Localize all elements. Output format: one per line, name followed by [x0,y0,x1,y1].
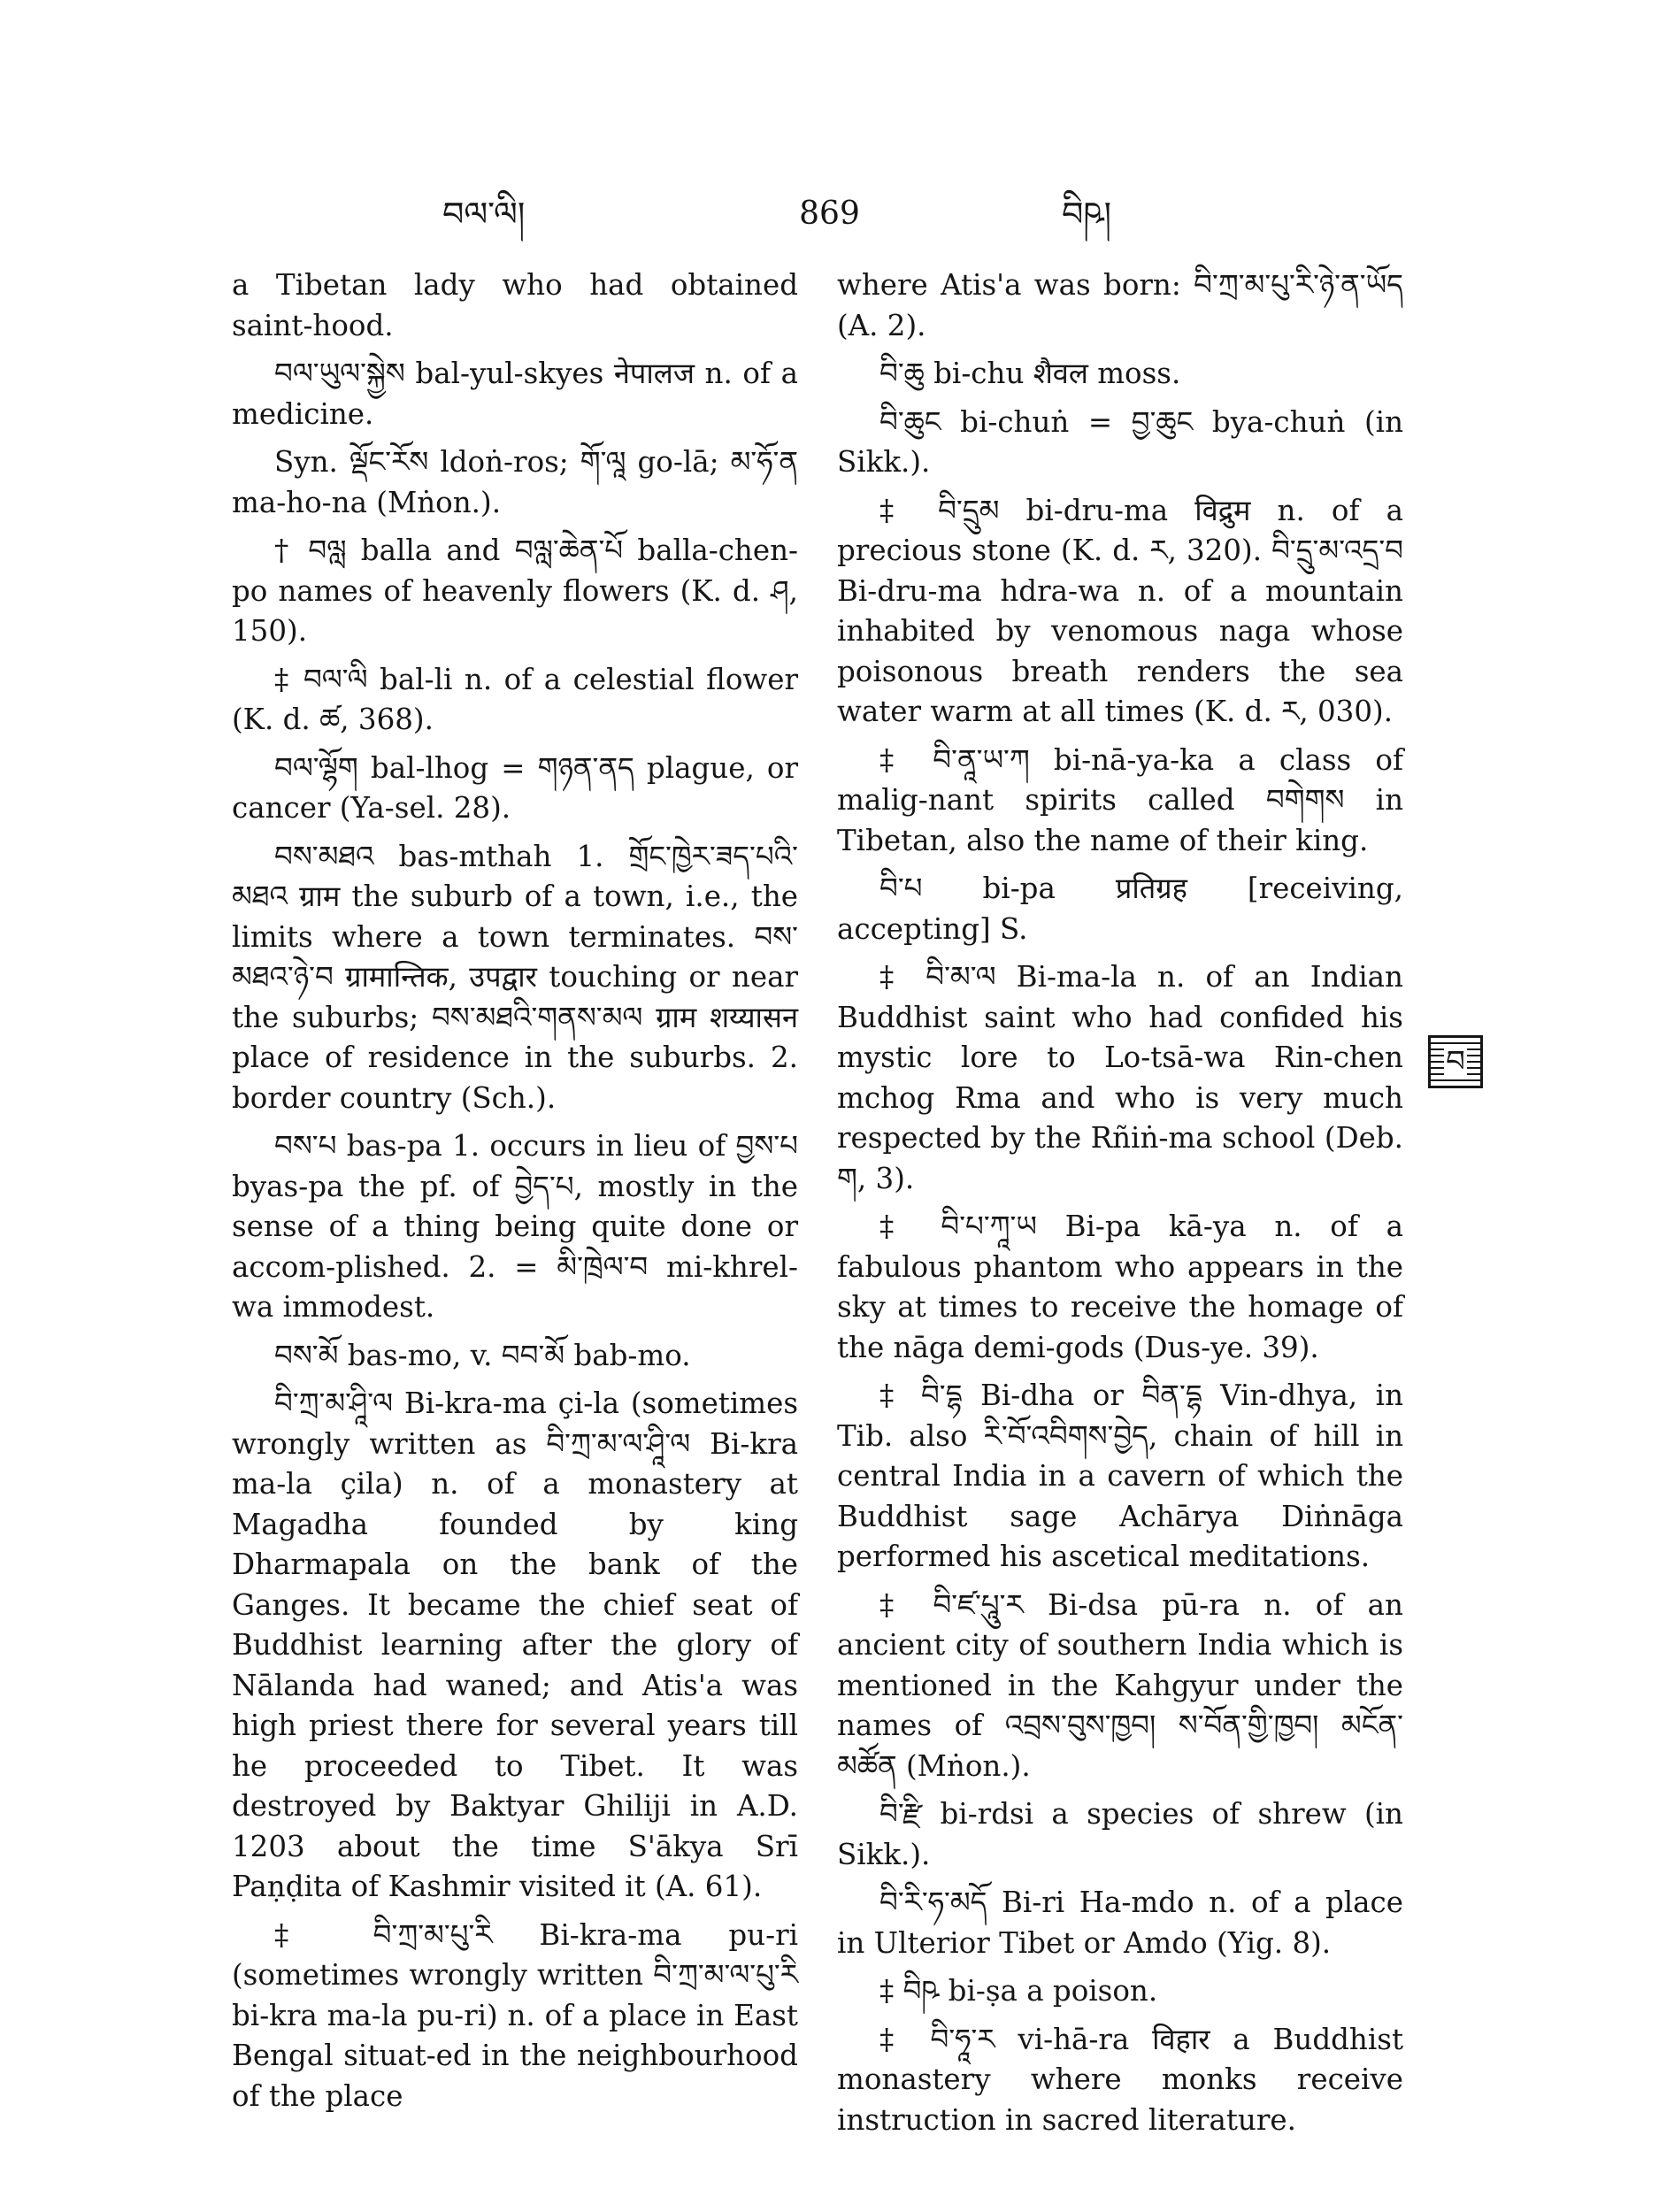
dictionary-entry: བི་ཆུ bi-chu शैवल moss. [879,357,1181,390]
dictionary-entry: བི་ཀྲ་མ་ཤཱི་ལ Bi-kra-ma çi-la (sometimes wrongly written as བི་ཀྲ་མ་ལ་ཤཱི་ལ Bi-kra ma-la çila) n. of a monastery at Magadha founded by king Dharmapala on the bank of the Ganges. It became the chief seat of Buddhist learning after the glory of Nālanda had waned; and Atis'a was high priest there for several years till he proceeded to Tibet. It was destroyed by Baktyar Ghiliji in A.D. 1203 about the time S'ākya Srī Paṇḍita of Kashmir visited it (A. 61). [232,1386,798,1903]
dictionary-entry: ‡ བི་མ་ལ Bi-ma-la n. of an Indian Buddhist saint who had confided his mystic lore to Lo-tsā-wa Rin-chen mchog Rma and who is very much respected by the Rñiṅ-ma school (Deb. ག, 3). [837,960,1403,1195]
dictionary-entry: ‡ བལ་ལི bal-li n. of a celestial flower (K. d. ཚ, 368). [232,662,798,736]
dictionary-entry: བལ་ཡུལ་སྐྱེས bal-yul-skyes नेपालज n. of a medicine. [232,357,798,431]
dictionary-entry: བི་རི་ཧ་མདོ Bi-ri Ha-mdo n. of a place in Ulterior Tibet or Amdo (Yig. 8). [837,1886,1403,1960]
running-head-left: བལ་ལི། [442,195,526,234]
right-column [837,265,1403,2148]
dictionary-entry: བལ་ལྷོག bal-lhog = གཉན་ནད plague, or cancer (Ya-sel. 28). [232,750,798,825]
dictionary-entry: བས་མཐའ bas-mthah 1. གྲོང་ཁྱེར་ཟད་པའི་མཐའ ग्राम the suburb of a town, i.e., the limits where a town terminates. བས་མཐའ་ཉེ་བ ग्रामान्तिक, उपद्वार touching or near the suburbs; བས་མཐའི་གནས་མལ ग्राम शय्यासन place of residence in the suburbs. 2. border country (Sch.). [232,839,798,1115]
dictionary-entry: ‡ བི་ཀྲ་མ་པུ་རི Bi-kra-ma pu-ri (sometimes wrongly written བི་ཀྲ་མ་ལ་པུ་རི bi-kra ma-la pu-ri) n. of a place in East Bengal situat-ed in the neighbourhood of the place [232,1917,798,2113]
dictionary-entry: ‡ བི་པ་ཀཱ་ཡ Bi-pa kā-ya n. of a fabulous phantom who appears in the sky at times to receive the homage of the nāga demi-gods (Dus-ye. 39). [837,1210,1403,1364]
dictionary-entry: Syn. ལྡོང་རོས ldoṅ-ros; གོ་ལཱ go-lā; མ་ཧོ་ན ma-ho-na (Mṅon.). [232,445,798,519]
running-head-right: བིཥ། [1062,195,1112,234]
thumb-index-tab [1428,1035,1483,1088]
dictionary-entry: ‡ བི་དྷ Bi-dha or བིན་དྷ Vin-dhya, in Tib. also རི་བོ་འབིགས་བྱེད, chain of hill in central India in a cavern of which the Buddhist sage Achārya Diṅnāga performed his ascetical meditations. [837,1379,1403,1573]
dictionary-entry: ‡ བིཥ bi-ṣa a poison. [879,1974,1158,2008]
dictionary-entry: བས་མོ bas-mo, v. བབ་མོ bab-mo. [274,1338,691,1372]
dictionary-entry: † བལླ balla and བལླ་ཆེན་པོ balla-chen-po names of heavenly flowers (K. d. ཤ, 150). [232,534,798,648]
dictionary-entry: where Atis'a was born: བི་ཀྲ་མ་པུ་རི་ཉེ་ན་ཡོད (A. 2). [837,268,1403,342]
dictionary-entry: བི་རྫི bi-rdsi a species of shrew (in Sikk.). [837,1797,1403,1871]
dictionary-entry: བི་ཆུང bi-chuṅ = བྱ་ཆུང bya-chuṅ (in Sikk.). [837,404,1403,479]
dictionary-entry: ‡ བི་ཧཱ་ར vi-hā-ra विहार a Buddhist monastery where monks receive instruction in sacred literature. [837,2022,1403,2137]
thumb-index-letter: བ [1446,1044,1465,1079]
dictionary-entry: ‡ བི་དྲུམ bi-dru-ma विद्रुम n. of a precious stone (K. d. ར, 320). བི་དྲུ་མ་འདྲ་བ Bi-dru-ma hdra-wa n. of a mountain inhabited by venomous naga whose poisonous breath renders the sea water warm at all times (K. d. ར, 030). [837,493,1403,728]
dictionary-entry: བི་པ bi-pa प्रतिग्रह [receiving, accepting] S. [837,872,1403,946]
left-column [232,265,798,2124]
page-number: 869 [799,196,860,232]
dictionary-entry: a Tibetan lady who had obtained saint-hood. [232,268,798,342]
page-header [0,188,1659,241]
dictionary-entry: ‡ བི་ཛ་པཱུ་ར Bi-dsa pū-ra n. of an ancient city of southern India which is mentioned in the Kahgyur under the names of འབྲས་བུས་ཁྱབ། ས་བོན་གྱི་ཁྱབ། མངོན་མཚོན (Mṅon.). [837,1587,1403,1783]
dictionary-entry: ‡ བི་ནཱ་ཡ་ཀ bi-nā-ya-ka a class of malig-nant spirits called བགེགས in Tibetan, also the name of their king. [837,742,1403,857]
dictionary-entry: བས་པ bas-pa 1. occurs in lieu of བྱས་པ byas-pa the pf. of བྱེད་པ, mostly in the sense of a thing being quite done or accom-plished. 2. = མི་ཁྲེལ་བ mi-khrel-wa immodest. [232,1129,798,1324]
